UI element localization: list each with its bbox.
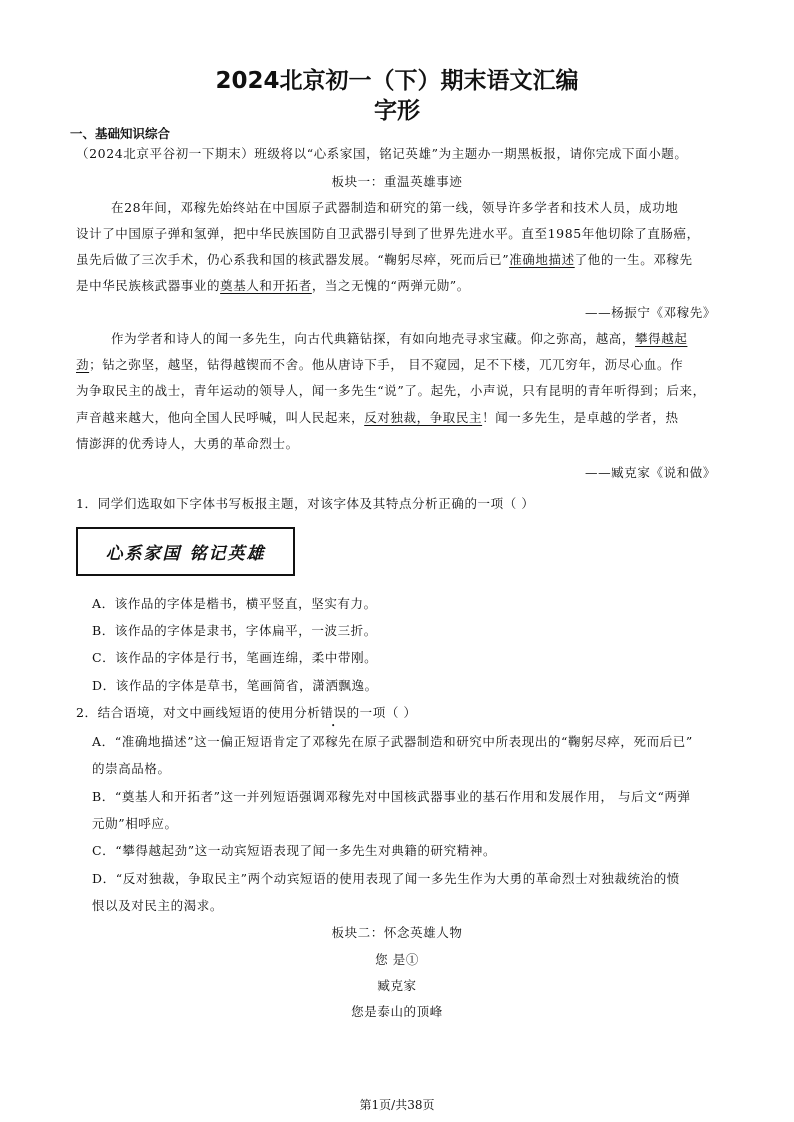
page-footer: 第1页/共38页	[359, 1098, 435, 1112]
question-1-option-c: C．该作品的字体是行书，笔画连绵，柔中带刚。	[92, 650, 378, 665]
passage2-line2	[76, 357, 683, 373]
question-1-option-a: A．该作品的字体是楷书，横平竖直，坚实有力。	[92, 596, 377, 611]
question-2-option-d-line2: 恨以及对民主的渴求。	[92, 898, 224, 913]
question-2-option-a-line2: 的崇高品格。	[92, 761, 171, 776]
calligraphy-text: 心系家国 铭记英雄	[105, 544, 266, 564]
underlined-phrase-3b: 劲	[76, 357, 90, 372]
underlined-phrase-4: 反对独裁，争取民主	[364, 410, 483, 425]
document-subtitle: 字形	[374, 98, 420, 124]
question-2-option-c: C．“攀得越起劲”这一动宾短语表现了闻一多先生对典籍的研究精神。	[92, 843, 497, 858]
document-title: 2024北京初一（下）期末语文汇编	[215, 68, 579, 94]
underlined-phrase-1: 准确地描述	[509, 252, 575, 267]
passage1-line3-tail: 了他的一生。邓稼先	[574, 252, 693, 267]
emphasized-word: 错误	[320, 705, 347, 720]
section-heading: 一、基础知识综合	[70, 126, 171, 141]
source-citation-2: ——臧克家《说和做》	[584, 465, 716, 480]
passage2-line3: 为争取民主的战士，青年运动的领导人，闻一多先生“说”了。起先，小声说，只有昆明的青年听得到；后来，	[76, 383, 706, 398]
question-1-option-b: B．该作品的字体是隶书，字体扁平，一波三折。	[92, 623, 377, 638]
passage1-line2: 设计了中国原子弹和氢弹，把中华民族国防自卫武器引导到了世界先进水平。直至1985年他切除了直肠癌，	[76, 226, 700, 241]
question-2-stem-tail: 的一项（ ）	[346, 705, 417, 720]
question-2-stem-text: 2．结合语境，对文中画线短语的使用分析	[76, 705, 321, 720]
block2-title: 板块二：怀念英雄人物	[331, 925, 463, 940]
passage1-line4-tail: ，当之无愧的“两弹元勋”。	[311, 278, 470, 293]
poem-author: 臧克家	[377, 978, 417, 993]
passage2-line1	[111, 331, 687, 347]
passage2-line1-text: 作为学者和诗人的闻一多先生，向古代典籍钻探，有如向地壳寻求宝藏。仰之弥高，越高，	[111, 331, 636, 346]
source-citation-1: ——杨振宁《邓稼先》	[584, 305, 716, 320]
passage1-line4	[76, 278, 470, 294]
poem-line-1: 您是泰山的顶峰	[351, 1004, 443, 1019]
block1-title: 板块一：重温英雄事迹	[331, 174, 463, 189]
underlined-phrase-2: 奠基人和开拓者	[220, 278, 312, 293]
passage2-line4	[76, 410, 679, 426]
intro-text: （2024北京平谷初一下期末）班级将以“心系家国，铭记英雄”为主题办一期黑板报，请你完成下面小题。	[76, 146, 688, 161]
passage1-line3	[76, 252, 693, 268]
question-2-option-a-line1: A．“准确地描述”这一偏正短语肯定了邓稼先在原子武器制造和研究中所表现出的“鞠躬尽瘁，死而后已”	[92, 734, 693, 749]
passage1-line3-text: 虽先后做了三次手术，仍心系我和国的核武器发展。“鞠躬尽瘁，死而后已”	[76, 252, 510, 267]
question-2-option-d-line1: D．“反对独裁，争取民主”两个动宾短语的使用表现了闻一多先生作为大勇的革命烈士对独裁统治的愤	[92, 871, 680, 886]
question-2-option-b-line2: 元勋”相呼应。	[92, 816, 178, 831]
question-2-option-b-line1: B．“奠基人和开拓者”这一并列短语强调邓稼先对中国核武器事业的基石作用和发展作用， 与后文“两弹	[92, 789, 691, 804]
passage1-line1: 在28年间，邓稼先始终站在中国原子武器制造和研究的第一线，领导许多学者和技术人员，成功地	[111, 200, 679, 215]
passage2-line4-tail: ！闻一多先生，是卓越的学者，热	[482, 410, 679, 425]
poem-title: 您 是①	[375, 952, 419, 967]
question-1-stem: 1．同学们选取如下字体书写板报主题，对该字体及其特点分析正确的一项（ ）	[76, 496, 535, 511]
underlined-phrase-3a: 攀得越起	[635, 331, 688, 346]
question-1-option-d: D．该作品的字体是草书，笔画简省，潇洒飘逸。	[92, 678, 378, 693]
passage2-line5: 情澎湃的优秀诗人，大勇的革命烈士。	[76, 436, 299, 451]
passage2-line2-text: ；钻之弥坚，越坚，钻得越锲而不舍。他从唐诗下手， 目不窥园，足不下楼，兀兀穷年，沥尽心血。作	[89, 357, 684, 372]
question-2-stem	[76, 705, 417, 721]
calligraphy-sample-box	[76, 527, 295, 576]
passage2-line4-text: 声音越来越大，他向全国人民呼喊，叫人民起来，	[76, 410, 365, 425]
passage1-line4-text: 是中华民族核武器事业的	[76, 278, 221, 293]
